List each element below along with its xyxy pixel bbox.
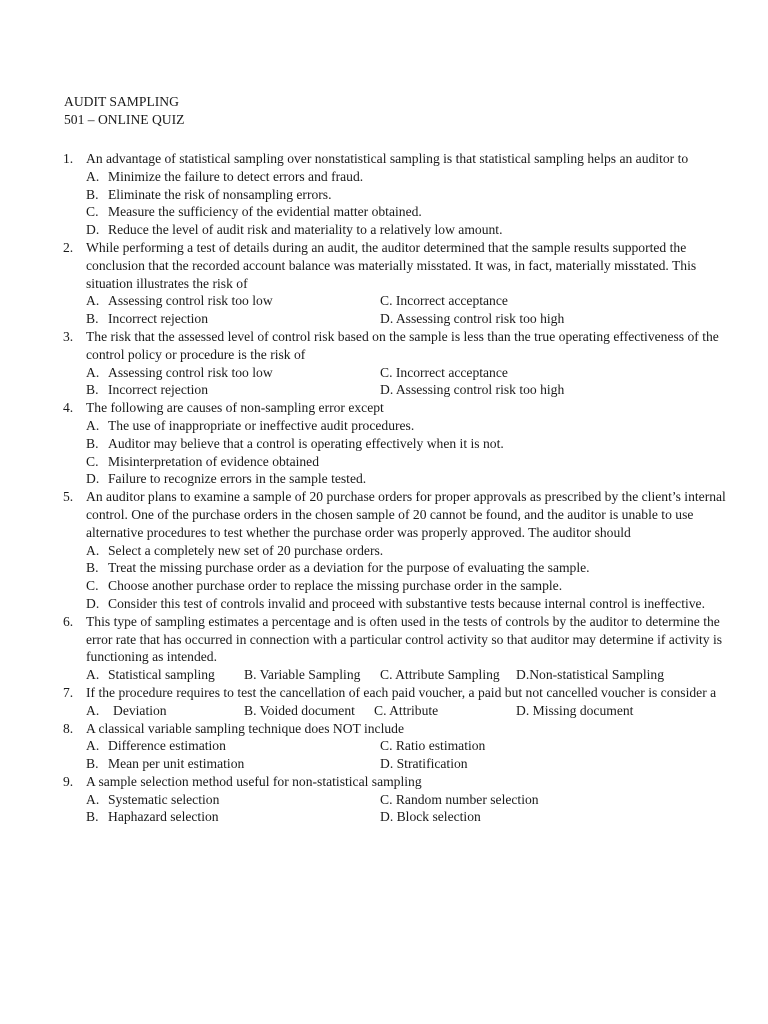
- option-letter: C.: [86, 453, 99, 469]
- question-text: A classical variable sampling technique does NOT include: [86, 720, 404, 736]
- question-number: 6.: [63, 613, 74, 629]
- option-a: [86, 791, 219, 809]
- option-a: Statistical sampling: [108, 667, 215, 683]
- option-c: C. Ratio estimation: [380, 738, 486, 754]
- question-text: A sample selection method useful for non-statistical sampling: [86, 773, 422, 789]
- option-b: B. Variable Sampling: [244, 667, 361, 683]
- option-c: C. Incorrect acceptance: [380, 293, 508, 309]
- option-d: D. Missing document: [516, 702, 634, 718]
- option-text: Mean per unit estimation: [108, 756, 245, 772]
- option-a: [0, 168, 728, 186]
- option-text: Treat the missing purchase order as a deviation for the purpose of evaluating the sample.: [108, 560, 590, 576]
- option-text: Systematic selection: [108, 791, 220, 807]
- question-text: This type of sampling estimates a percentage and is often used in the tests of controls by the auditor to determine the error rate that has occurred in connection with a particular control activity so that auditor may determine if activity is functioning as intended.: [86, 613, 723, 665]
- question-number: 7.: [63, 684, 74, 700]
- option-b: [86, 755, 244, 773]
- option-row-1: [0, 292, 731, 310]
- option-text: Auditor may believe that a control is operating effectively when it is not.: [108, 435, 504, 451]
- option-letter: A.: [86, 791, 100, 807]
- option-c: C. Random number selection: [380, 791, 539, 807]
- question-number: 2.: [63, 239, 74, 255]
- question-number: 5.: [63, 489, 74, 505]
- question-text: An auditor plans to examine a sample of 20 purchase orders for proper approvals as prescribed by the client’s internal control. One of the purchase orders in the chosen sample of 20 cannot be found, and the auditor is unable to use alternative procedures to test whether the purchase order was properly approved. The auditor should: [86, 489, 726, 540]
- option-d: D. Assessing control risk too high: [380, 311, 565, 327]
- option-d: D. Stratification: [380, 756, 468, 772]
- question-number: 3.: [63, 328, 74, 344]
- option-b: B. Voided document: [244, 702, 355, 718]
- question-8: [0, 720, 731, 773]
- option-text: Consider this test of controls invalid and proceed with substantive tests because internal control is ineffective.: [108, 595, 705, 611]
- option-d: D. Block selection: [380, 809, 481, 825]
- option-a: [86, 737, 226, 755]
- question-4: [0, 399, 731, 488]
- option-row: [0, 666, 731, 684]
- option-letter: B.: [86, 311, 99, 327]
- option-row-2: [0, 310, 731, 328]
- question-number: 8.: [63, 720, 74, 736]
- option-text: The use of inappropriate or ineffective audit procedures.: [108, 417, 415, 433]
- option-letter: B.: [86, 809, 99, 825]
- option-letter: B.: [86, 435, 99, 451]
- option-letter: A.: [86, 168, 100, 184]
- option-text: Select a completely new set of 20 purchase orders.: [108, 542, 384, 558]
- option-letter: B.: [86, 186, 99, 202]
- option-b: [86, 310, 208, 328]
- option-letter: D.: [86, 471, 100, 487]
- option-row: [0, 702, 731, 720]
- question-number: 4.: [63, 400, 74, 416]
- question-text: While performing a test of details during an audit, the auditor determined that the sample results supported the conclusion that the recorded account balance was materially misstated. It was, in fact, materially misstated. This situation illustrates the risk of: [86, 239, 697, 291]
- option-a-letter: A.: [86, 702, 100, 718]
- question-7: [0, 684, 731, 720]
- option-a: [86, 292, 273, 310]
- option-b: [86, 808, 219, 826]
- option-text: Choose another purchase order to replace the missing purchase order in the sample.: [108, 578, 563, 594]
- option-letter: B.: [86, 560, 99, 576]
- option-text: Assessing control risk too low: [108, 364, 273, 380]
- question-text: If the procedure requires to test the cancellation of each paid voucher, a paid but not cancelled voucher is consider a: [86, 684, 717, 700]
- option-c: C. Attribute: [374, 702, 439, 718]
- option-letter: D.: [86, 222, 100, 238]
- option-letter: A.: [86, 542, 100, 558]
- option-c: [0, 453, 728, 471]
- option-b: [0, 186, 728, 204]
- option-c: [0, 203, 728, 221]
- option-letter: D.: [86, 595, 100, 611]
- option-d: D. Assessing control risk too high: [380, 382, 565, 398]
- option-letter: A.: [86, 364, 100, 380]
- document-title: AUDIT SAMPLING: [64, 94, 179, 109]
- question-text: The following are causes of non-sampling error except: [86, 400, 384, 416]
- option-text: Incorrect rejection: [108, 311, 209, 327]
- option-text: Haphazard selection: [108, 809, 219, 825]
- option-letter: A.: [86, 738, 100, 754]
- option-text: Measure the sufficiency of the evidential matter obtained.: [108, 204, 422, 220]
- option-c: [0, 577, 728, 595]
- option-letter: B.: [86, 382, 99, 398]
- option-text: Minimize the failure to detect errors and fraud.: [108, 168, 364, 184]
- option-letter: A.: [86, 417, 100, 433]
- option-b: [0, 559, 728, 577]
- option-a: [86, 364, 273, 382]
- option-letter: A.: [86, 293, 100, 309]
- question-list: [0, 150, 768, 826]
- option-d: [0, 221, 728, 239]
- option-text: Failure to recognize errors in the sample tested.: [108, 471, 367, 487]
- option-row-1: [0, 364, 731, 382]
- question-text: An advantage of statistical sampling over nonstatistical sampling is that statistical sampling helps an auditor to: [86, 151, 689, 166]
- option-letter: C.: [86, 578, 99, 594]
- option-a: [0, 542, 728, 560]
- option-row-1: [0, 791, 731, 809]
- option-row-1: [0, 737, 731, 755]
- option-row-2: [0, 755, 731, 773]
- option-c: C. Incorrect acceptance: [380, 364, 508, 380]
- option-a-letter: A.: [86, 667, 100, 683]
- option-d: [0, 595, 728, 613]
- option-d: [0, 470, 728, 488]
- option-text: Eliminate the risk of nonsampling errors.: [108, 186, 332, 202]
- option-text: Misinterpretation of evidence obtained: [108, 453, 320, 469]
- question-1: [0, 150, 731, 239]
- option-letter: B.: [86, 756, 99, 772]
- option-b: [86, 381, 208, 399]
- question-text: The risk that the assessed level of control risk based on the sample is less than the true operating effectiveness of the control policy or procedure is the risk of: [86, 328, 719, 362]
- question-number: 1.: [63, 151, 74, 166]
- option-b: [0, 435, 728, 453]
- question-9: [0, 773, 731, 826]
- option-d: D.Non-statistical Sampling: [516, 667, 665, 683]
- option-a: Deviation: [113, 702, 167, 718]
- option-text: Incorrect rejection: [108, 382, 209, 398]
- question-number: 9.: [63, 773, 74, 789]
- question-5: [0, 488, 731, 613]
- option-text: Difference estimation: [108, 738, 226, 754]
- option-letter: C.: [86, 204, 99, 220]
- document-subtitle: 501 – ONLINE QUIZ: [64, 111, 185, 127]
- question-3: [0, 328, 731, 399]
- option-c: C. Attribute Sampling: [380, 667, 500, 683]
- option-row-2: [0, 381, 731, 399]
- document-header: [64, 93, 184, 129]
- option-text: Reduce the level of audit risk and materiality to a relatively low amount.: [108, 222, 503, 238]
- option-row-2: [0, 808, 731, 826]
- question-6: [0, 613, 731, 684]
- question-2: [0, 239, 731, 328]
- option-a: [0, 417, 728, 435]
- option-text: Assessing control risk too low: [108, 293, 273, 309]
